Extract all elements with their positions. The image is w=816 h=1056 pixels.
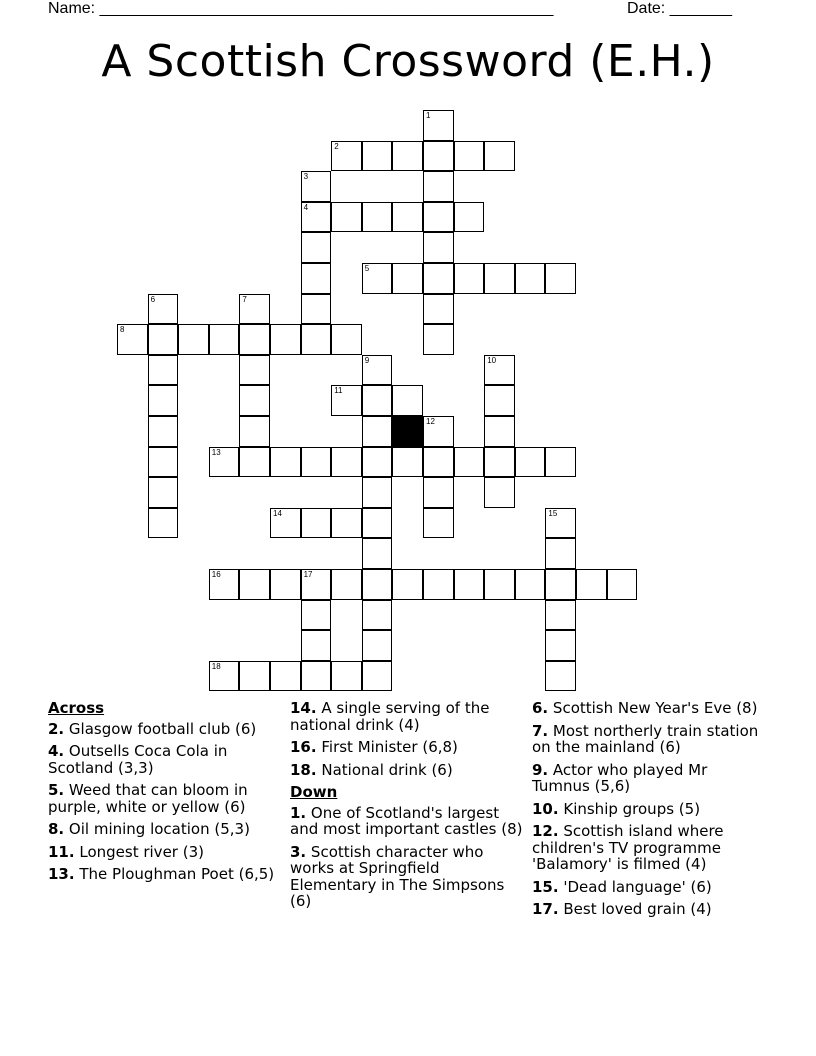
grid-cell[interactable] xyxy=(423,508,454,539)
grid-cell[interactable] xyxy=(209,324,240,355)
grid-cell[interactable] xyxy=(239,324,270,355)
cell-number: 10 xyxy=(487,355,497,365)
grid-cell[interactable] xyxy=(362,538,393,569)
cell-number: 4 xyxy=(303,202,309,212)
grid-cell[interactable] xyxy=(576,569,607,600)
grid-cell[interactable] xyxy=(331,661,362,692)
grid-cell[interactable] xyxy=(454,202,485,233)
grid-cell[interactable] xyxy=(301,232,332,263)
grid-cell[interactable] xyxy=(239,416,270,447)
clue-across-13: 13. The Ploughman Poet (6,5) xyxy=(48,865,275,883)
cell-number: 13 xyxy=(211,447,221,457)
cell-number: 18 xyxy=(211,661,221,671)
grid-cell[interactable] xyxy=(148,324,179,355)
grid-cell[interactable] xyxy=(362,385,393,416)
grid-cell[interactable] xyxy=(148,294,179,325)
grid-cell[interactable] xyxy=(423,202,454,233)
grid-cell[interactable] xyxy=(423,232,454,263)
grid-cell[interactable] xyxy=(484,263,515,294)
grid-cell[interactable] xyxy=(362,630,393,661)
grid-cell[interactable] xyxy=(545,600,576,631)
grid-cell[interactable] xyxy=(423,477,454,508)
grid-cell[interactable] xyxy=(607,569,638,600)
clue-down-17: 17. Best loved grain (4) xyxy=(532,900,712,918)
grid-cell[interactable] xyxy=(331,324,362,355)
cell-number: 3 xyxy=(303,172,309,182)
date-field-label: Date: _______ xyxy=(627,0,732,17)
grid-cell[interactable] xyxy=(545,508,576,539)
cell-number: 12 xyxy=(426,417,435,426)
grid-cell[interactable] xyxy=(301,171,332,202)
grid-cell[interactable] xyxy=(301,324,332,355)
grid-cell[interactable] xyxy=(454,141,485,172)
grid-cell[interactable] xyxy=(270,569,301,600)
cell-number: 15 xyxy=(548,508,558,518)
name-field-label: Name: ___________________________________________________ xyxy=(48,0,554,17)
grid-cell[interactable] xyxy=(362,263,393,294)
grid-cell[interactable] xyxy=(392,569,423,600)
clue-across-18: 18. National drink (6) xyxy=(290,760,453,779)
grid-cell[interactable] xyxy=(423,569,454,600)
grid-cell[interactable] xyxy=(209,661,240,692)
grid-cell[interactable] xyxy=(545,630,576,661)
grid-cell[interactable] xyxy=(148,416,179,447)
grid-cell[interactable] xyxy=(239,661,270,692)
clue-across-5: 5. Weed that can bloom in purple, white or yellow (6) xyxy=(48,781,248,816)
grid-cell[interactable] xyxy=(362,202,393,233)
grid-cell[interactable] xyxy=(270,508,301,539)
grid-cell[interactable] xyxy=(515,569,546,600)
grid-cell[interactable] xyxy=(301,630,332,661)
clue-across-16: 16. First Minister (6,8) xyxy=(290,738,458,756)
cell-number: 11 xyxy=(334,386,343,396)
grid-cell[interactable] xyxy=(209,569,240,600)
grid-cell[interactable] xyxy=(239,385,270,416)
cell-number: 7 xyxy=(242,294,247,304)
grid-cell[interactable] xyxy=(270,324,301,355)
grid-cell[interactable] xyxy=(484,141,515,172)
grid-cell[interactable] xyxy=(484,447,515,478)
cell-number: 2 xyxy=(334,141,339,151)
clue-across-8: 8. Oil mining location (5,3) xyxy=(48,820,250,838)
grid-cell[interactable] xyxy=(392,141,423,172)
grid-cell[interactable] xyxy=(545,569,576,600)
grid-cell[interactable] xyxy=(362,661,393,692)
grid-cell[interactable] xyxy=(392,202,423,233)
grid-cell[interactable] xyxy=(454,263,485,294)
grid-cell[interactable] xyxy=(362,141,393,172)
cell-number: 6 xyxy=(150,294,156,304)
grid-cell[interactable] xyxy=(454,569,485,600)
grid-cell[interactable] xyxy=(454,447,485,478)
cell-number: 17 xyxy=(303,570,313,579)
grid-cell[interactable] xyxy=(239,294,270,325)
across-heading: Across xyxy=(48,699,105,717)
grid-cell[interactable] xyxy=(301,263,332,294)
grid-cell[interactable] xyxy=(301,661,332,692)
clue-across-4: 4. Outsells Coca Cola in Scotland (3,3) xyxy=(48,742,228,777)
grid-cell[interactable] xyxy=(545,661,576,692)
clue-down-7: 7. Most northerly train station on the mainland (6) xyxy=(532,721,759,756)
grid-cell[interactable] xyxy=(392,385,423,416)
grid-cell[interactable] xyxy=(545,447,576,478)
grid-cell[interactable] xyxy=(362,416,393,447)
clue-down-6: 6. Scottish New Year's Eve (8) xyxy=(532,699,758,717)
grid-cell[interactable] xyxy=(392,263,423,294)
grid-cell[interactable] xyxy=(362,355,393,386)
grid-cell[interactable] xyxy=(362,600,393,631)
grid-cell[interactable] xyxy=(331,569,362,600)
grid-cell[interactable] xyxy=(148,385,179,416)
grid-cell[interactable] xyxy=(301,508,332,539)
cell-number: 5 xyxy=(364,264,370,273)
grid-cell[interactable] xyxy=(148,355,179,386)
grid-cell[interactable] xyxy=(301,600,332,631)
blocked-cell xyxy=(392,416,423,447)
clue-down-9: 9. Actor who played Mr Tumnus (5,6) xyxy=(532,760,708,795)
clue-down-1: 1. One of Scotland's largest and most important castles (8) xyxy=(290,803,523,838)
clue-column-3 xyxy=(532,700,768,924)
cell-number: 9 xyxy=(364,355,370,365)
grid-cell[interactable] xyxy=(484,416,515,447)
clue-down-12: 12. Scottish island where children's TV programme 'Balamory' is filmed (4) xyxy=(532,822,724,873)
grid-cell[interactable] xyxy=(148,477,179,508)
cell-number: 16 xyxy=(211,570,221,579)
grid-cell[interactable] xyxy=(301,447,332,478)
grid-cell[interactable] xyxy=(239,569,270,600)
grid-cell[interactable] xyxy=(423,263,454,294)
cell-number: 8 xyxy=(120,325,125,335)
grid-cell[interactable] xyxy=(301,202,332,233)
grid-cell[interactable] xyxy=(148,508,179,539)
grid-cell[interactable] xyxy=(331,508,362,539)
grid-cell[interactable] xyxy=(392,447,423,478)
grid-cell[interactable] xyxy=(423,171,454,202)
grid-cell[interactable] xyxy=(484,355,515,386)
grid-cell[interactable] xyxy=(423,324,454,355)
grid-cell[interactable] xyxy=(270,447,301,478)
grid-cell[interactable] xyxy=(117,324,148,355)
grid-cell[interactable] xyxy=(423,110,454,141)
grid-cell[interactable] xyxy=(301,569,332,600)
clue-across-11: 11. Longest river (3) xyxy=(48,842,204,861)
clue-column-1 xyxy=(48,700,284,889)
grid-cell[interactable] xyxy=(178,324,209,355)
grid-cell[interactable] xyxy=(362,477,393,508)
grid-cell[interactable] xyxy=(362,447,393,478)
grid-cell[interactable] xyxy=(331,447,362,478)
grid-cell[interactable] xyxy=(545,263,576,294)
grid-cell[interactable] xyxy=(239,447,270,478)
grid-cell[interactable] xyxy=(148,447,179,478)
clue-down-10: 10. Kinship groups (5) xyxy=(532,799,701,818)
grid-cell[interactable] xyxy=(423,294,454,325)
grid-cell[interactable] xyxy=(423,447,454,478)
grid-cell[interactable] xyxy=(423,416,454,447)
clue-across-14: 14. A single serving of the national drink (4) xyxy=(290,699,490,734)
grid-cell[interactable] xyxy=(362,569,393,600)
clue-across-2: 2. Glasgow football club (6) xyxy=(48,719,257,738)
grid-cell[interactable] xyxy=(484,477,515,508)
clue-column-2 xyxy=(290,700,526,916)
grid-cell[interactable] xyxy=(331,141,362,172)
cell-number: 14 xyxy=(273,508,282,518)
cell-number: 1 xyxy=(426,111,431,120)
grid-cell[interactable] xyxy=(239,355,270,386)
grid-cell[interactable] xyxy=(331,202,362,233)
grid-cell[interactable] xyxy=(545,538,576,569)
clue-down-15: 15. 'Dead language' (6) xyxy=(532,877,712,896)
grid-cell[interactable] xyxy=(484,569,515,600)
grid-cell[interactable] xyxy=(270,661,301,692)
grid-cell[interactable] xyxy=(362,508,393,539)
grid-cell[interactable] xyxy=(301,294,332,325)
grid-cell[interactable] xyxy=(484,385,515,416)
grid-cell[interactable] xyxy=(515,263,546,294)
down-heading: Down xyxy=(290,783,338,801)
clue-down-3: 3. Scottish character who works at Springfield Elementary in The Simpsons (6) xyxy=(290,842,505,910)
grid-cell[interactable] xyxy=(331,385,362,416)
page-title: A Scottish Crossword (E.H.) xyxy=(101,36,715,87)
grid-cell[interactable] xyxy=(515,447,546,478)
grid-cell[interactable] xyxy=(209,447,240,478)
grid-cell[interactable] xyxy=(423,141,454,172)
